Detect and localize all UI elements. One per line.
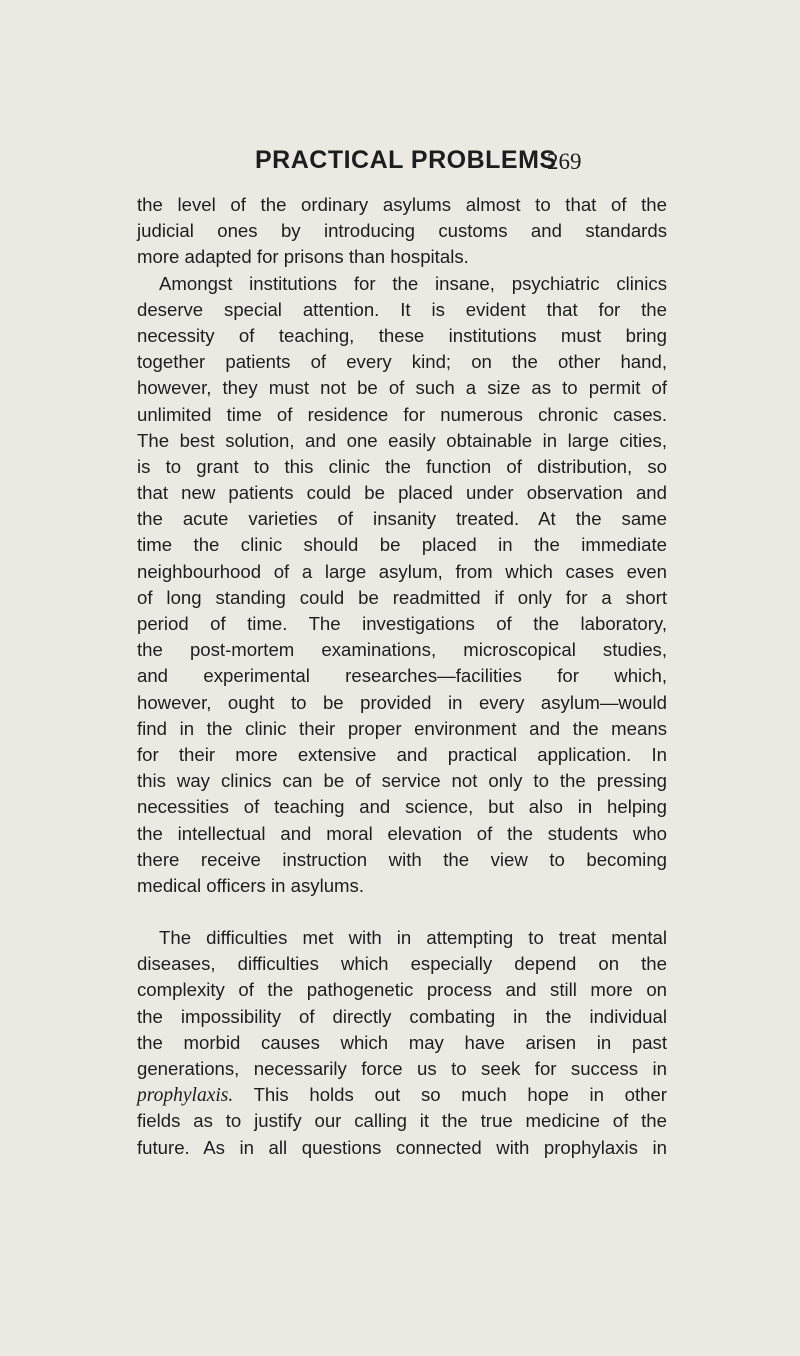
text-line: necessities of teaching and science, but also in helping — [137, 796, 667, 818]
text-line: necessity of teaching, these institutions must bring — [137, 324, 667, 346]
text-span: This holds out so much hope in other — [233, 1084, 667, 1106]
body-text — [137, 192, 667, 1161]
paragraph — [137, 271, 667, 900]
text-line: The difficulties met with in attempting to treat mental — [159, 927, 667, 949]
text-line: generations, necessarily force us to seek for success in — [137, 1058, 667, 1079]
text-line: this way clinics can be of service not only to the pressing — [137, 770, 667, 792]
text-line: the intellectual and moral elevation of the students who — [137, 822, 667, 844]
text-line: future. As in all questions connected with prophylaxis in — [137, 1136, 667, 1158]
text-line: more adapted for prisons than hospitals. — [137, 246, 469, 268]
text-line: the impossibility of directly combating in the individual — [137, 1005, 667, 1027]
text-line: Amongst institutions for the insane, psychiatric clinics — [159, 272, 667, 294]
text-line: period of time. The investigations of the laboratory, — [137, 613, 667, 634]
text-line: diseases, difficulties which especially depend on the — [137, 953, 667, 975]
paragraph-gap — [137, 899, 667, 925]
text-line: of long standing could be readmitted if only for a short — [137, 586, 667, 608]
text-line: time the clinic should be placed in the immediate — [137, 534, 667, 556]
text-line: neighbourhood of a large asylum, from which cases even — [137, 560, 667, 582]
running-head — [255, 146, 582, 186]
text-line: fields as to justify our calling it the true medicine of the — [137, 1110, 667, 1132]
text-line: is to grant to this clinic the function of distribution, so — [137, 455, 667, 477]
text-line: there receive instruction with the view to becoming — [137, 848, 667, 870]
text-line: for their more extensive and practical application. In — [137, 743, 667, 765]
text-line: deserve special attention. It is evident that for the — [137, 298, 667, 320]
text-line: The best solution, and one easily obtainable in large cities, — [137, 429, 667, 451]
text-line — [137, 1082, 667, 1108]
text-line: and experimental researches—facilities for which, — [137, 665, 667, 687]
text-line: the post-mortem examinations, microscopical studies, — [137, 639, 667, 661]
text-line: unlimited time of residence for numerous chronic cases. — [137, 403, 667, 425]
paragraph — [137, 192, 667, 271]
text-line: the acute varieties of insanity treated. At the same — [137, 508, 667, 530]
paragraph — [137, 925, 667, 1161]
text-line: together patients of every kind; on the other hand, — [137, 351, 667, 373]
running-title: PRACTICAL PROBLEMS — [255, 146, 557, 174]
text-line: the level of the ordinary asylums almost to that of the — [137, 194, 667, 215]
italic-term: prophylaxis. — [137, 1085, 234, 1107]
text-line: the morbid causes which may have arisen in past — [137, 1031, 667, 1053]
text-line: however, they must not be of such a size as to permit of — [137, 377, 667, 399]
text-line: that new patients could be placed under observation and — [137, 482, 667, 504]
text-line: complexity of the pathogenetic process and still more on — [137, 979, 667, 1001]
page-number: 269 — [547, 149, 582, 174]
text-line: however, ought to be provided in every asylum—would — [137, 691, 667, 713]
text-line: medical officers in asylums. — [137, 874, 364, 896]
text-line: find in the clinic their proper environment and the means — [137, 717, 667, 739]
text-line: judicial ones by introducing customs and standards — [137, 220, 667, 242]
